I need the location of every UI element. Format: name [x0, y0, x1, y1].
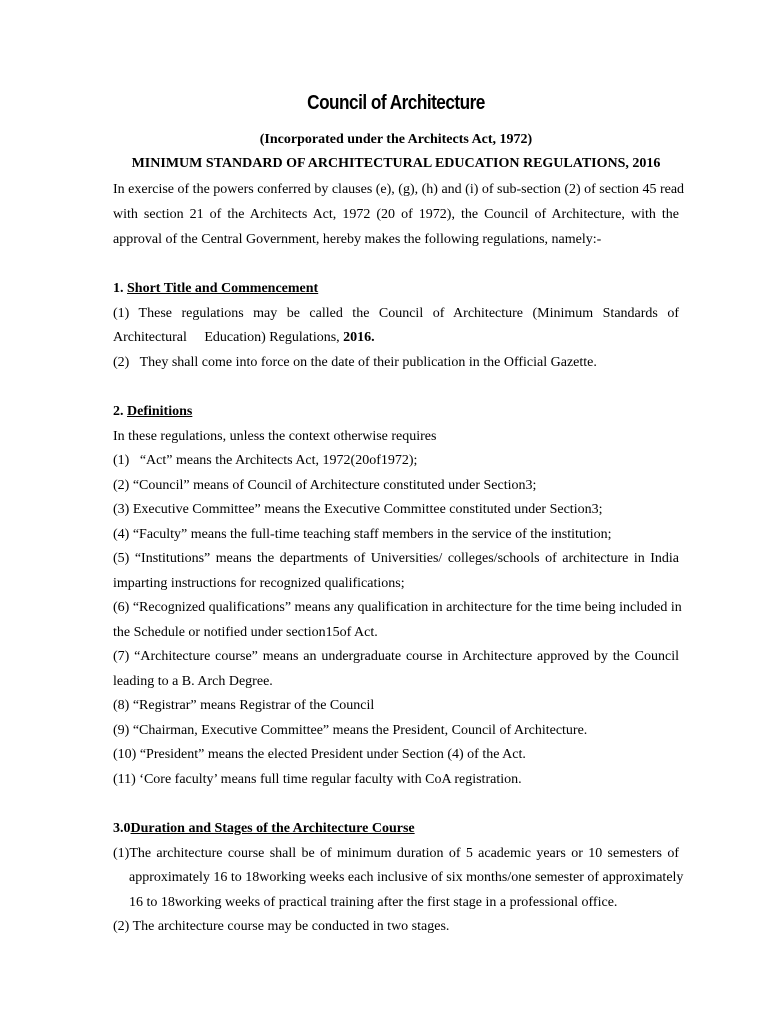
section-2-title: Definitions	[127, 404, 193, 419]
definition-item: (11) ‘Core faculty’ means full time regular faculty with CoA registration.	[113, 772, 522, 787]
preamble-line: with section 21 of the Architects Act, 1972 (20 of 1972), the Council of Architecture, with the	[113, 207, 679, 222]
clause-text: Architectural Education) Regulations,	[113, 330, 344, 345]
definition-item-cont: imparting instructions for recognized qualifications;	[113, 576, 405, 591]
section-2-number: 2.	[113, 404, 124, 419]
definition-item-cont: the Schedule or notified under section15of Act.	[113, 625, 378, 640]
definition-item: (1) “Act” means the Architects Act, 1972(20of1972);	[113, 453, 418, 468]
definition-item: (5) “Institutions” means the departments of Universities/ colleges/schools of architecture in India	[113, 551, 679, 566]
definition-item-cont: leading to a B. Arch Degree.	[113, 674, 273, 689]
definition-item: (10) “President” means the elected President under Section (4) of the Act.	[113, 747, 526, 762]
definition-item: (6) “Recognized qualifications” means any qualification in architecture for the time being included in	[113, 600, 682, 615]
clause-year: 2016.	[343, 330, 375, 345]
definition-item: (3) Executive Committee” means the Executive Committee constituted under Section3;	[113, 502, 603, 517]
preamble-line: In exercise of the powers conferred by clauses (e), (g), (h) and (i) of sub-section (2) of section 45 read	[113, 182, 685, 197]
section-1-title: Short Title and Commencement	[127, 281, 319, 296]
section-1-number: 1.	[113, 281, 124, 296]
definition-item: (9) “Chairman, Executive Committee” means the President, Council of Architecture.	[113, 723, 588, 738]
document-title: Council of Architecture	[307, 92, 485, 114]
section-1-clause-1-cont	[113, 329, 679, 346]
section-1-clause-2: (2) They shall come into force on the date of their publication in the Official Gazette.	[113, 355, 597, 370]
section-2-heading	[113, 403, 679, 420]
definitions-intro: In these regulations, unless the context otherwise requires	[113, 429, 437, 444]
regulation-title: MINIMUM STANDARD OF ARCHITECTURAL EDUCATION REGULATIONS, 2016	[131, 156, 661, 171]
section-3-heading	[113, 820, 679, 837]
section-3-number: 3.0	[113, 821, 131, 836]
definition-item: (4) “Faculty” means the full-time teaching staff members in the service of the institution;	[113, 527, 612, 542]
preamble-line: approval of the Central Government, hereby makes the following regulations, namely:-	[113, 232, 602, 247]
section-1-heading	[113, 280, 679, 297]
definition-item: (7) “Architecture course” means an undergraduate course in Architecture approved by the Council	[113, 649, 679, 664]
section-3-clause-1: (1)The architecture course shall be of minimum duration of 5 academic years or 10 semesters of	[113, 846, 679, 861]
section-1-clause-1: (1) These regulations may be called the Council of Architecture (Minimum Standards of	[113, 306, 679, 321]
definition-item: (8) “Registrar” means Registrar of the Council	[113, 698, 375, 713]
section-3-clause-2: (2) The architecture course may be conducted in two stages.	[113, 919, 450, 934]
section-3-clause-1-cont: approximately 16 to 18working weeks each inclusive of six months/one semester of approximately	[129, 870, 684, 885]
section-3-title: Duration and Stages of the Architecture Course	[130, 821, 415, 836]
definition-item: (2) “Council” means of Council of Architecture constituted under Section3;	[113, 478, 537, 493]
document-subtitle: (Incorporated under the Architects Act, 1972)	[259, 132, 533, 147]
section-3-clause-1-cont: 16 to 18working weeks of practical training after the first stage in a professional office.	[129, 895, 618, 910]
